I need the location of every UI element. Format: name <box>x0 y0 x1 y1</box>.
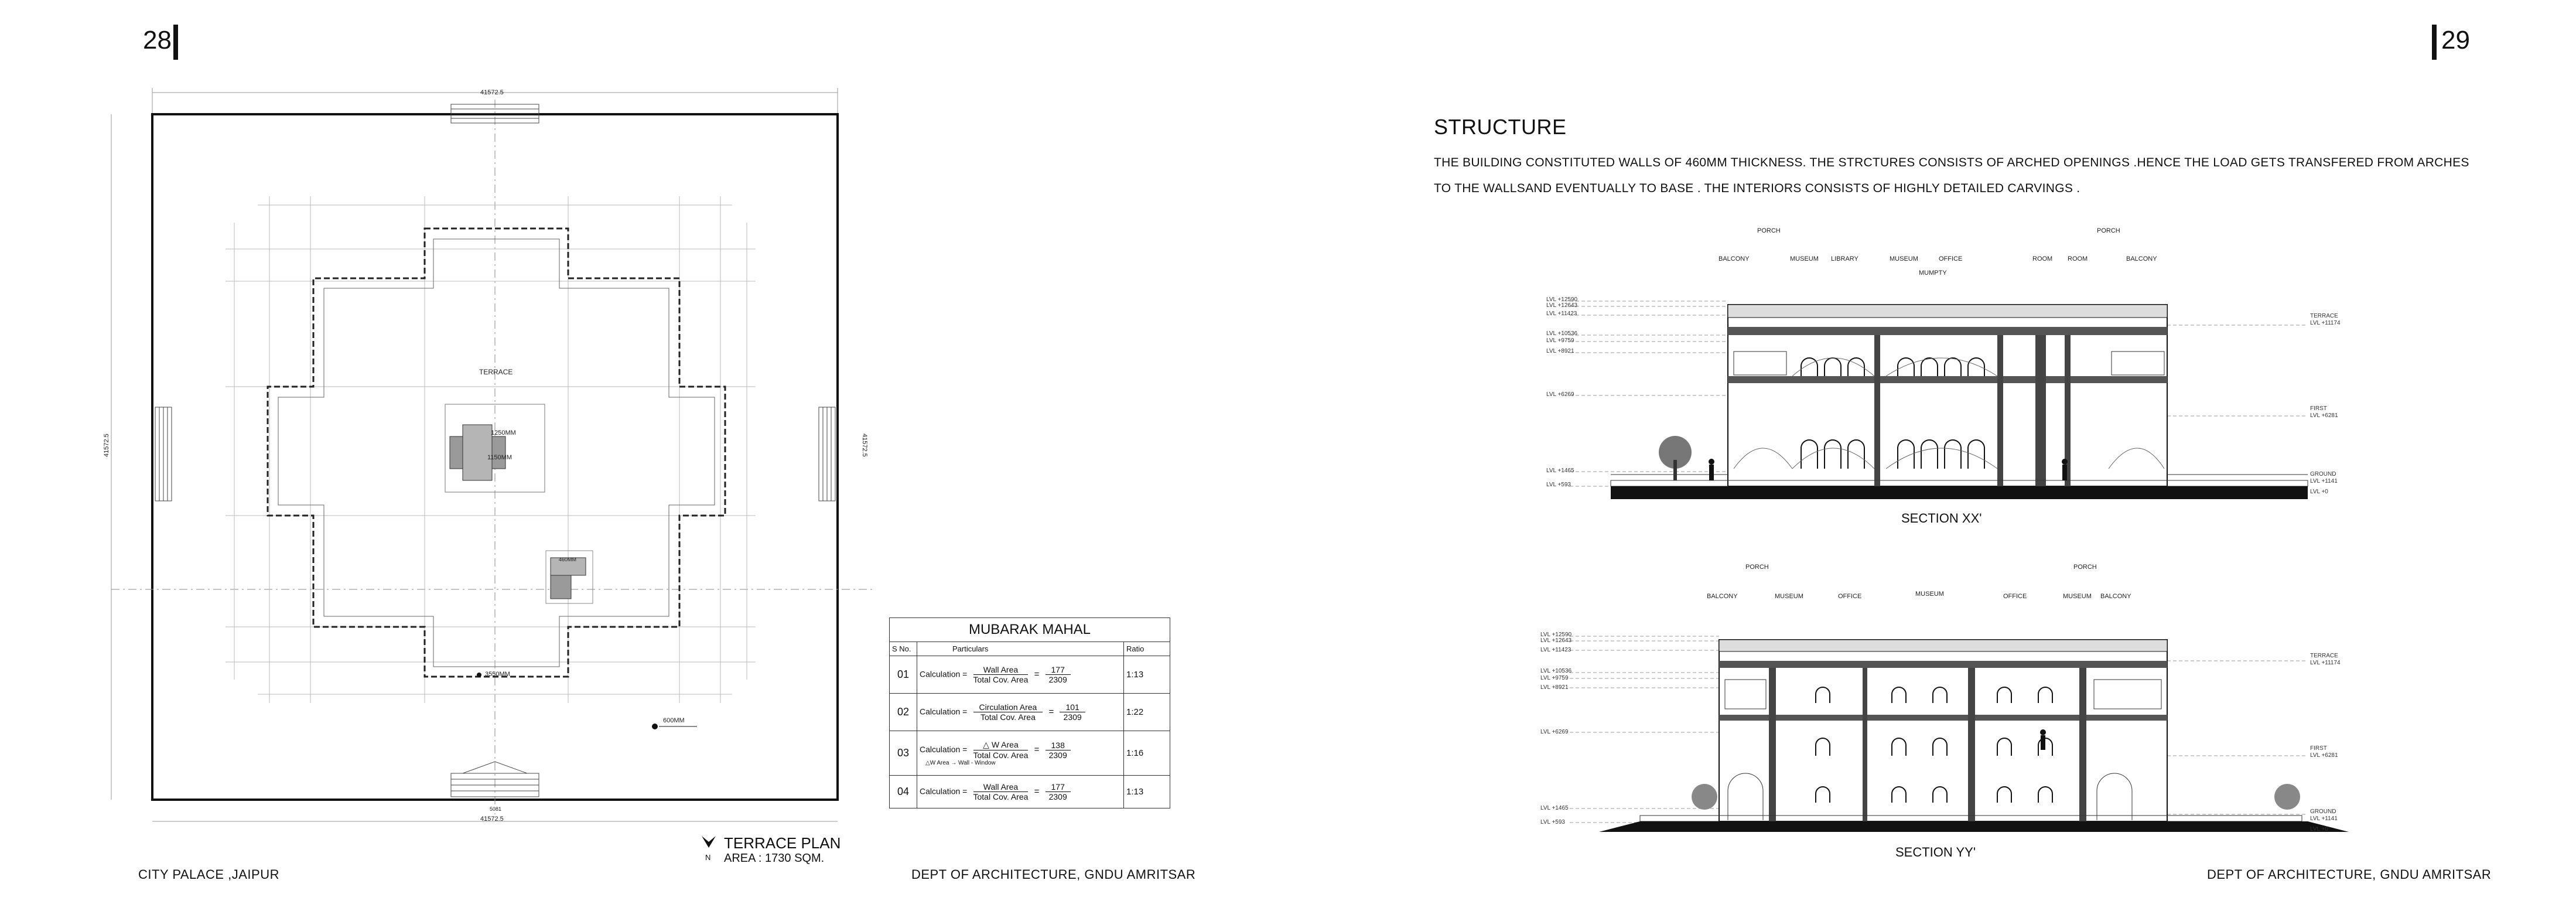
row-particulars <box>917 776 1124 808</box>
section-yy-drawing <box>1535 562 2384 838</box>
calc-word: Calculation = <box>920 744 968 754</box>
yy-level: LVL +8921 <box>1540 684 1569 691</box>
xx-label-room-2: ROOM <box>2068 255 2088 262</box>
yy-level: LVL +9759 <box>1540 675 1569 681</box>
yy-right-level: GROUND <box>2310 808 2336 815</box>
page-number-bar-left <box>173 25 178 60</box>
yy-right-level: LVL +0 <box>2310 826 2328 832</box>
row-note: △W Area → Wall - Window <box>925 760 996 766</box>
plan-dimension-a: 1250MM <box>491 429 516 436</box>
numerator-label: Circulation Area <box>973 702 1043 712</box>
equals-sign: = <box>1048 707 1054 717</box>
yy-label-office-1: OFFICE <box>1838 593 1862 600</box>
xx-label-museum-1: MUSEUM <box>1790 255 1819 262</box>
row-particulars <box>917 731 1124 776</box>
denominator-label: Total Cov. Area <box>973 750 1029 760</box>
section-yy-caption: SECTION YY' <box>1895 845 1976 859</box>
yy-level: LVL +1465 <box>1540 805 1569 811</box>
xx-right-level: TERRACE <box>2310 313 2338 319</box>
numerator-label: △ W Area <box>973 740 1029 750</box>
xx-label-mumpty: MUMPTY <box>1919 269 1947 277</box>
equals-sign: = <box>1034 744 1040 755</box>
row-sno: 01 <box>890 656 917 694</box>
xx-label-porch-right: PORCH <box>2097 227 2120 234</box>
plan-top-dimension: 41572.5 <box>480 89 504 96</box>
section-xx-drawing <box>1535 223 2384 504</box>
xx-level: LVL +9759 <box>1546 337 1574 344</box>
row-particulars <box>917 656 1124 694</box>
row-sno: 03 <box>890 731 917 776</box>
xx-level: LVL +12643 <box>1546 302 1578 309</box>
row-ratio: 1:22 <box>1124 694 1170 731</box>
row-ratio: 1:16 <box>1124 731 1170 776</box>
table-row <box>890 731 1170 776</box>
structure-heading: STRUCTURE <box>1434 115 1567 139</box>
xx-level: LVL +10536 <box>1546 330 1578 337</box>
yy-label-porch-left: PORCH <box>1745 564 1769 571</box>
equals-sign: = <box>1034 786 1040 797</box>
yy-level: LVL +10536 <box>1540 668 1572 674</box>
yy-right-level: FIRST <box>2310 745 2327 752</box>
yy-level: LVL +12643 <box>1540 637 1572 644</box>
terrace-plan-area: AREA : 1730 SQM. <box>724 852 825 865</box>
numerator-value: 101 <box>1060 702 1085 712</box>
yy-label-balcony-right: BALCONY <box>2100 593 2131 600</box>
table-header-ratio: Ratio <box>1124 642 1170 656</box>
denominator-label: Total Cov. Area <box>980 712 1036 722</box>
footer-left-location: CITY PALACE ,JAIPUR <box>138 867 279 882</box>
xx-level: LVL +6269 <box>1546 391 1574 398</box>
calc-word: Calculation = <box>920 669 968 679</box>
xx-right-level: LVL +1141 <box>2310 478 2338 484</box>
xx-label-porch-left: PORCH <box>1757 227 1781 234</box>
yy-level: LVL +12590 <box>1540 632 1572 638</box>
table-row <box>890 656 1170 694</box>
yy-right-level: LVL +1141 <box>2310 816 2338 822</box>
stair-dimension: 5081 <box>490 806 502 812</box>
row-ratio: 1:13 <box>1124 656 1170 694</box>
yy-right-level: TERRACE <box>2310 653 2338 659</box>
xx-level: LVL +8921 <box>1546 348 1574 354</box>
plan-dimension-c: 460MM <box>559 557 577 562</box>
yy-label-balcony-left: BALCONY <box>1707 593 1738 600</box>
plan-right-dimension: 41572.5 <box>861 434 868 457</box>
equals-sign: = <box>1034 669 1040 680</box>
yy-level: LVL +11423 <box>1540 647 1571 653</box>
plan-bottom-dimension: 41572.5 <box>480 816 504 823</box>
footer-left-department: DEPT OF ARCHITECTURE, GNDU AMRITSAR <box>911 867 1196 882</box>
section-xx-caption: SECTION XX' <box>1901 511 1982 526</box>
yy-right-level: LVL +6281 <box>2310 752 2338 759</box>
yy-label-museum-1: MUSEUM <box>1775 593 1803 600</box>
yy-label-museum-2: MUSEUM <box>1915 591 1944 598</box>
denominator-label: Total Cov. Area <box>973 792 1029 801</box>
denominator-value: 2309 <box>1048 750 1067 760</box>
yy-level: LVL +6269 <box>1540 729 1569 735</box>
xx-right-level: LVL +6281 <box>2310 412 2338 419</box>
xx-label-office: OFFICE <box>1939 255 1963 262</box>
page-number-bar-right <box>2432 25 2437 60</box>
row-particulars <box>917 694 1124 731</box>
numerator-value: 177 <box>1046 665 1071 675</box>
yy-right-level: LVL +11174 <box>2310 660 2341 666</box>
xx-label-balcony-right: BALCONY <box>2126 255 2157 262</box>
xx-level: LVL +1465 <box>1546 468 1574 474</box>
table-title: MUBARAK MAHAL <box>890 618 1170 642</box>
north-label: N <box>705 853 711 862</box>
table-header-particulars: Particulars <box>917 642 1124 656</box>
terrace-label: TERRACE <box>479 368 513 376</box>
xx-right-level: GROUND <box>2310 471 2336 477</box>
numerator-label: Wall Area <box>973 782 1029 792</box>
xx-level: LVL +593 <box>1546 482 1571 488</box>
xx-right-level: FIRST <box>2310 405 2327 412</box>
xx-level: LVL +11423 <box>1546 311 1577 317</box>
xx-label-museum-2: MUSEUM <box>1890 255 1918 262</box>
denominator-label: Total Cov. Area <box>973 675 1029 684</box>
calc-word: Calculation = <box>920 786 968 796</box>
plan-dimension-b: 1150MM <box>487 454 512 461</box>
denominator-value: 2309 <box>1048 675 1067 684</box>
row-sno: 02 <box>890 694 917 731</box>
yy-label-office-2: OFFICE <box>2003 593 2027 600</box>
yy-label-porch-right: PORCH <box>2073 564 2097 571</box>
numerator-label: Wall Area <box>973 665 1029 675</box>
north-arrow-icon <box>701 835 717 854</box>
xx-label-room-1: ROOM <box>2032 255 2053 262</box>
xx-label-library: LIBRARY <box>1831 255 1858 262</box>
xx-right-level: LVL +0 <box>2310 489 2328 495</box>
yy-label-museum-3: MUSEUM <box>2063 593 2092 600</box>
table-header-sno: S No. <box>890 642 917 656</box>
table-row <box>890 776 1170 808</box>
structure-paragraph: THE BUILDING CONSTITUTED WALLS OF 460MM THICKNESS. THE STRCTURES CONSISTS OF ARCHED OPENINGS .HENCE THE LOAD GETS TRANSFERED FROM ARCHES TO THE WALLSAND EVENTUALLY TO BASE . THE INTERIORS CONSISTS OF HIGHLY DETAILED CARVINGS . <box>1434 156 2469 195</box>
xx-level: LVL +12590 <box>1546 296 1578 303</box>
denominator-value: 2309 <box>1063 712 1082 722</box>
row-ratio: 1:13 <box>1124 776 1170 808</box>
plan-dimension-e: 600MM <box>663 717 685 724</box>
page-number-left: 28 <box>143 26 172 54</box>
numerator-value: 177 <box>1046 782 1071 792</box>
numerator-value: 138 <box>1046 741 1071 750</box>
terrace-plan-title: TERRACE PLAN <box>724 834 841 852</box>
plan-dimension-d: 3550MM <box>485 671 510 678</box>
plan-left-dimension: 41572.5 <box>103 434 110 457</box>
yy-level: LVL +593 <box>1540 819 1565 825</box>
terrace-plan-drawing <box>100 82 873 832</box>
table-row <box>890 694 1170 731</box>
ratio-table <box>889 617 1170 808</box>
footer-right-department: DEPT OF ARCHITECTURE, GNDU AMRITSAR <box>2207 867 2492 882</box>
xx-label-balcony-left: BALCONY <box>1719 255 1750 262</box>
row-sno: 04 <box>890 776 917 808</box>
denominator-value: 2309 <box>1048 792 1067 801</box>
calc-word: Calculation = <box>920 707 968 716</box>
page-number-right: 29 <box>2441 26 2470 54</box>
xx-right-level: LVL +11174 <box>2310 320 2341 326</box>
